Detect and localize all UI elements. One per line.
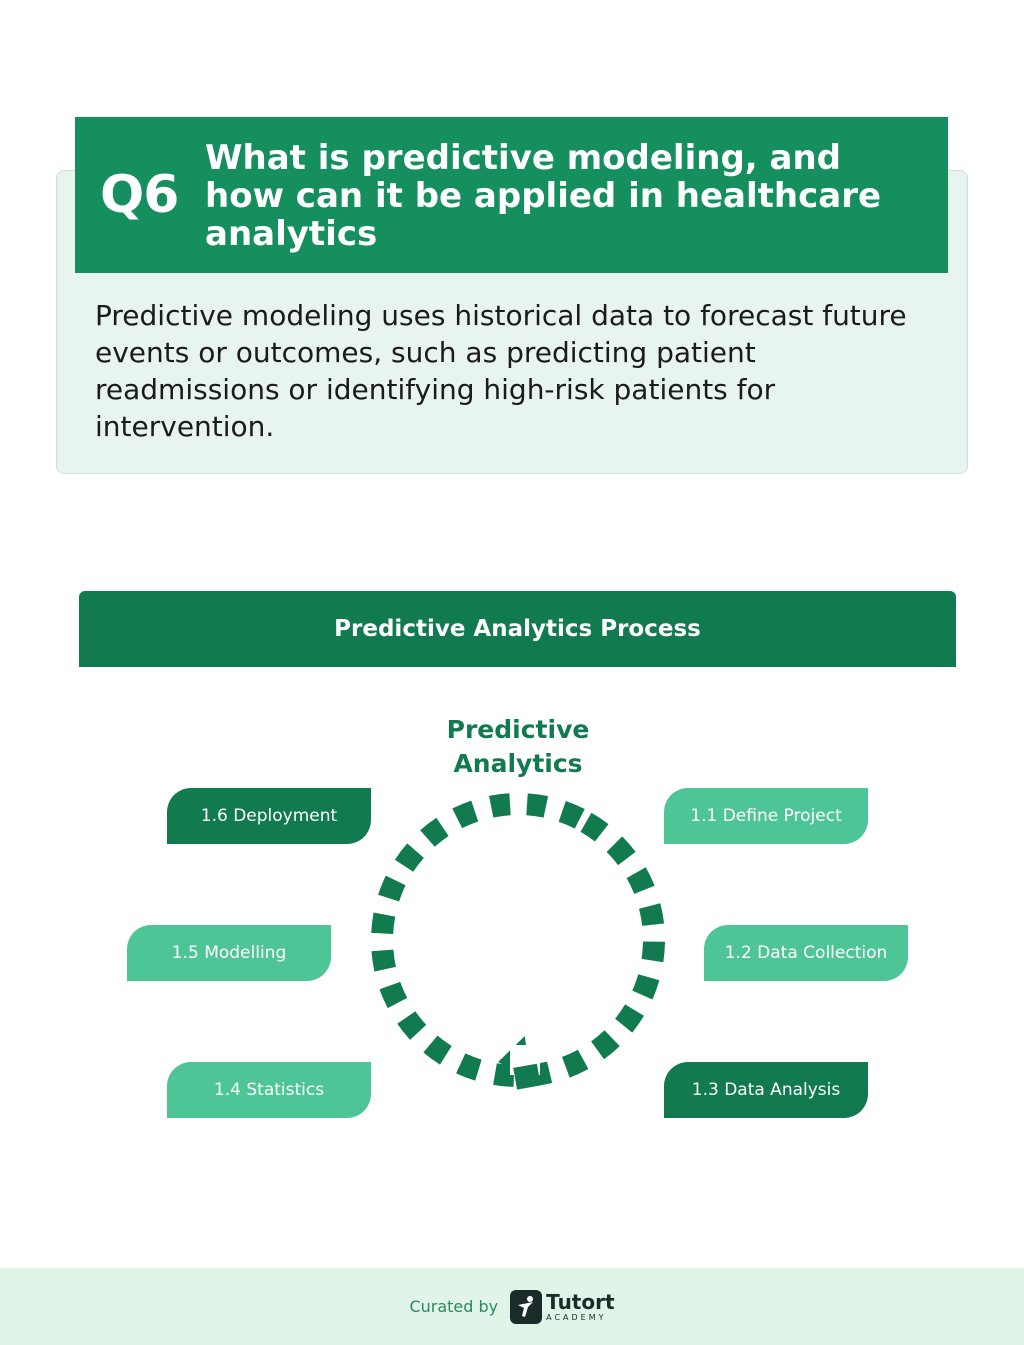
footer	[0, 1268, 1024, 1345]
center-label-line2: Analytics	[453, 749, 583, 778]
diagram-center-label	[418, 713, 618, 781]
brand-name: Tutort	[546, 1289, 615, 1314]
step-deployment: 1.6 Deployment	[167, 788, 371, 844]
step-data-collection: 1.2 Data Collection	[704, 925, 908, 981]
center-label-line1: Predictive	[446, 715, 590, 744]
step-statistics: 1.4 Statistics	[167, 1062, 371, 1118]
step-data-analysis: 1.3 Data Analysis	[664, 1062, 868, 1118]
diagram-title: Predictive Analytics Process	[334, 616, 701, 642]
circular-dashed-arrow-icon	[360, 790, 680, 1130]
step-define-project: 1.1 Define Project	[664, 788, 868, 844]
brand-logo-text	[546, 1289, 615, 1322]
question-number: Q6	[100, 165, 179, 225]
curated-by-text: Curated by	[409, 1297, 499, 1316]
tutort-logo-icon	[510, 1290, 542, 1324]
diagram-banner	[79, 591, 956, 667]
question-title: What is predictive modeling, and how can it be applied in healthcare analytics	[205, 138, 882, 254]
question-banner	[75, 117, 948, 273]
step-modelling: 1.5 Modelling	[127, 925, 331, 981]
answer-text: Predictive modeling uses historical data to forecast future events or outcomes, such as predicting patient readmissions or identifying high-risk patients for intervention.	[95, 299, 907, 443]
brand-subtitle: ACADEMY	[546, 1312, 607, 1322]
